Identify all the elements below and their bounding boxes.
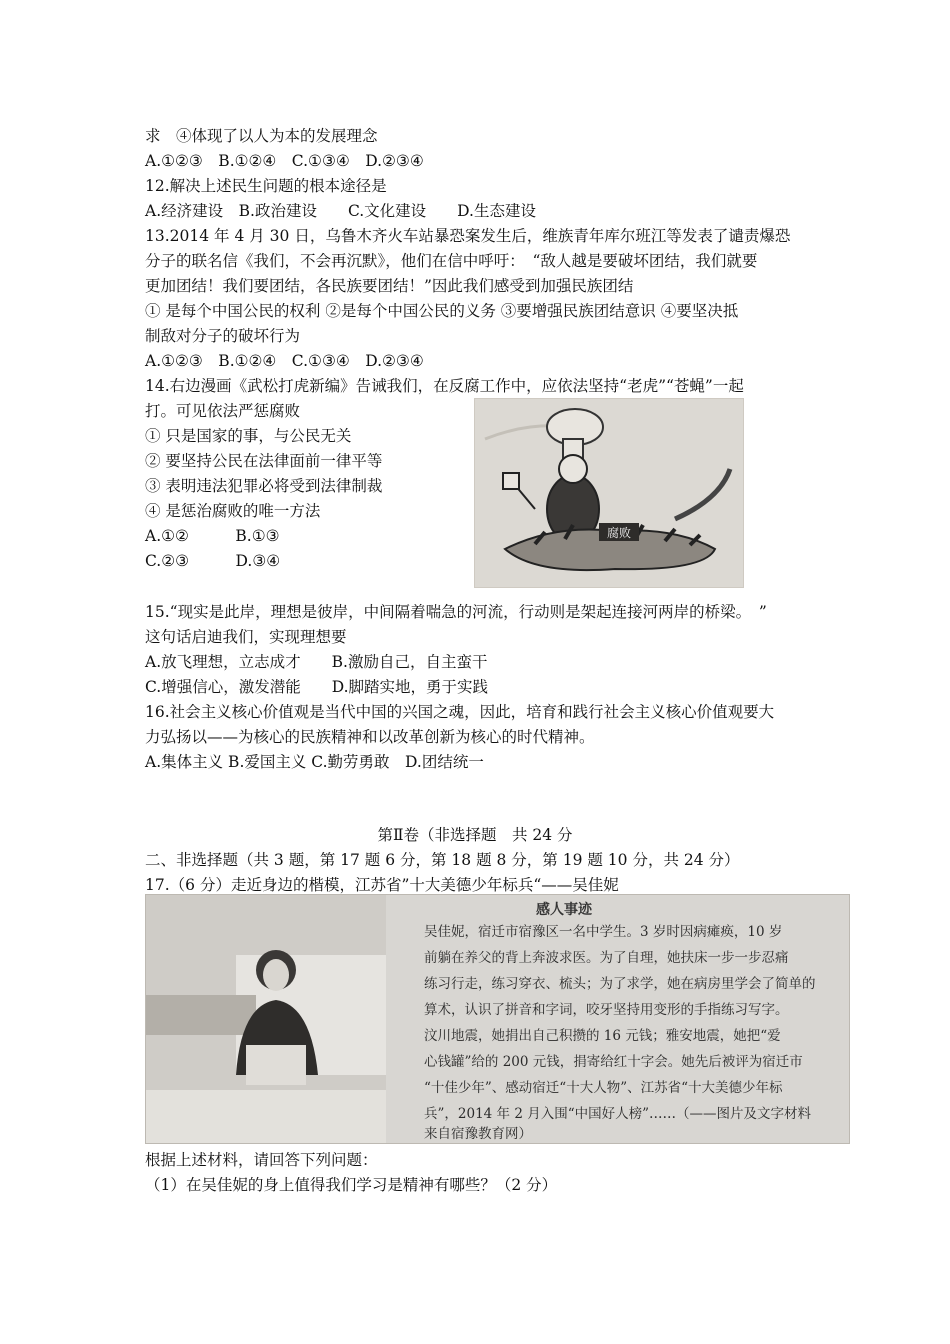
story-line: 吴佳妮，宿迁市宿豫区一名中学生。3 岁时因病瘫痪，10 岁 <box>424 924 783 940</box>
story-line: 算术，认识了拼音和字词，咬牙坚持用变形的手指练习写字。 <box>424 1002 789 1018</box>
question-12: 12.解决上述民生问题的根本途径是 <box>145 177 387 195</box>
story-line: 兵”，2014 年 2 月入围“中国好人榜”……（——图片及文字材料 <box>424 1106 812 1122</box>
tiger-label: 腐败 <box>606 526 632 540</box>
text-line: 更加团结！我们要团结，各民族要团结！”因此我们感受到加强民族团结 <box>145 277 634 295</box>
text-line: 根据上述材料，请回答下列问题： <box>145 1151 378 1169</box>
text-line: 这句话启迪我们，实现理想要 <box>145 628 347 646</box>
text-line: 制敌对分子的破坏行为 <box>145 327 301 345</box>
question-16: 16.社会主义核心价值观是当代中国的兴国之魂，因此，培育和践行社会主义核心价值观要大 <box>145 703 775 721</box>
text-line: ③ 表明违法犯罪必将受到法律制裁 <box>145 477 383 495</box>
story-line: 练习行走，练习穿衣、梳头；为了求学，她在病房里学会了简单的 <box>424 976 816 992</box>
text-line: 打。可见依法严惩腐败 <box>145 402 301 420</box>
question-14: 14.右边漫画《武松打虎新编》告诫我们，在反腐工作中，应依法坚持“老虎”“苍蝇”一起 <box>145 377 744 395</box>
sub-question-1: （1）在吴佳妮的身上值得我们学习是精神有哪些？（2 分） <box>145 1176 558 1194</box>
text-line: 力弘扬以——为核心的民族精神和以改革创新为核心的时代精神。 <box>145 728 595 746</box>
options-line: A.放飞理想，立志成才 B.激励自己，自主蛮干 <box>145 653 488 671</box>
question-13: 13.2014 年 4 月 30 日，乌鲁木齐火车站暴恐案发生后，维族青年库尔班江等发表了谴责爆恐 <box>145 227 791 245</box>
section-title: 第Ⅱ卷（非选择题 共 24 分 <box>377 826 573 844</box>
cartoon-image <box>474 398 744 588</box>
options-line: C.增强信心，激发潜能 D.脚踏实地，勇于实践 <box>145 678 489 696</box>
story-line: 来自宿豫教育网） <box>424 1126 532 1142</box>
options-line: A.①②③ B.①②④ C.①③④ D.②③④ <box>145 352 424 370</box>
options-line: A.集体主义 B.爱国主义 C.勤劳勇敢 D.团结统一 <box>145 753 484 771</box>
text-line: ① 只是国家的事，与公民无关 <box>145 427 352 445</box>
text-line: ① 是每个中国公民的权利 ②是每个中国公民的义务 ③要增强民族团结意识 ④要坚决抵 <box>145 302 739 320</box>
text-line: 求 ④体现了以人为本的发展理念 <box>145 127 378 145</box>
text-line: 分子的联名信《我们，不会再沉默》，他们在信中呼吁： “敌人越是要破坏团结，我们就要 <box>145 252 758 270</box>
question-15: 15.“现实是此岸，理想是彼岸，中间隔着喘急的河流，行动则是架起连接河两岸的桥梁。 ” <box>145 603 767 621</box>
options-line: A.①② B.①③ <box>145 527 280 545</box>
student-photo <box>146 895 386 1143</box>
options-line: A.①②③ B.①②④ C.①③④ D.②③④ <box>145 152 424 170</box>
material-image <box>145 894 850 1144</box>
story-title: 感人事迹 <box>536 902 592 918</box>
story-line: 心钱罐”给的 200 元钱，捐寄给红十字会。她先后被评为宿迁市 <box>424 1054 803 1070</box>
wusong-tiger-illustration <box>475 399 743 587</box>
section-instructions: 二、非选择题（共 3 题，第 17 题 6 分，第 18 题 8 分，第 19 题 10 分，共 24 分） <box>145 851 740 869</box>
question-17: 17.（6 分）走近身边的楷模，江苏省”十大美德少年标兵“——吴佳妮 <box>145 876 619 894</box>
text-line: ④ 是惩治腐败的唯一方法 <box>145 502 321 520</box>
story-line: 汶川地震，她捐出自己积攒的 16 元钱；雅安地震，她把“爱 <box>424 1028 781 1044</box>
text-line: ② 要坚持公民在法律面前一律平等 <box>145 452 383 470</box>
options-line: C.②③ D.③④ <box>145 552 281 570</box>
story-line: “十佳少年”、感动宿迁“十大人物”、江苏省“十大美德少年标 <box>424 1080 783 1096</box>
options-line: A.经济建设 B.政治建设 C.文化建设 D.生态建设 <box>145 202 536 220</box>
story-line: 前躺在养父的背上奔波求医。为了自理，她扶床一步一步忍痛 <box>424 950 789 966</box>
